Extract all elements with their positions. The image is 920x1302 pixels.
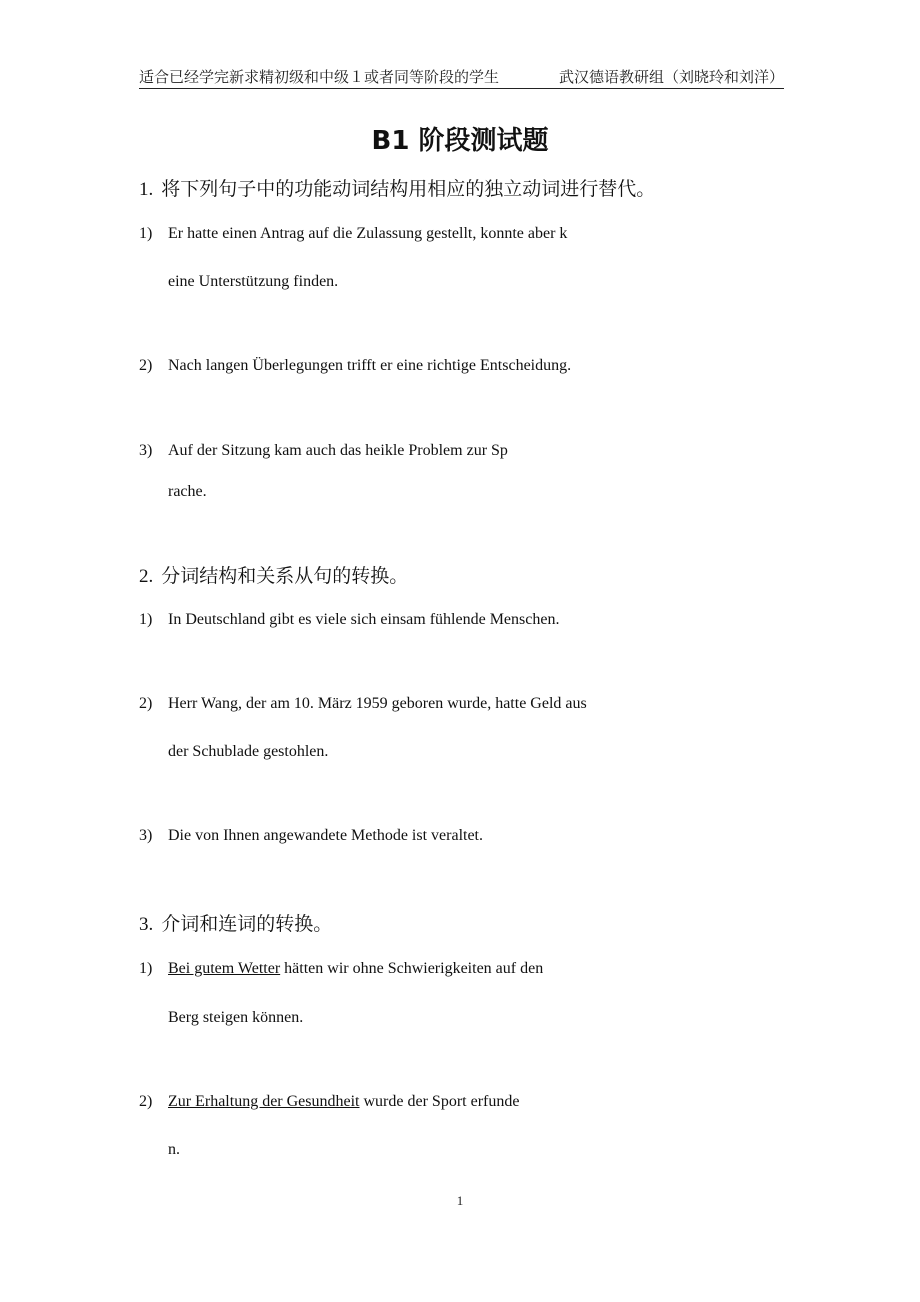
item-number: 1) bbox=[139, 611, 153, 628]
section-number: 1. bbox=[139, 179, 154, 200]
section-3-heading bbox=[139, 909, 332, 936]
item-line: Herr Wang, der am 10. März 1959 geboren wurde, hatte Geld aus bbox=[168, 695, 587, 712]
item-line bbox=[168, 1093, 519, 1111]
section-number: 3. bbox=[139, 914, 154, 935]
section-title: 将下列句子中的功能动词结构用相应的独立动词进行替代。 bbox=[161, 178, 656, 200]
section-number: 2. bbox=[139, 566, 154, 587]
item-line: rache. bbox=[168, 483, 207, 500]
item-number: 1) bbox=[139, 225, 153, 242]
section-title: 介词和连词的转换。 bbox=[161, 913, 333, 935]
section-2-heading bbox=[139, 561, 408, 588]
item-number: 3) bbox=[139, 827, 153, 844]
item-text: hätten wir ohne Schwierigkeiten auf den bbox=[280, 960, 544, 977]
item-number: 3) bbox=[139, 442, 153, 459]
item-line: In Deutschland gibt es viele sich einsam fühlende Menschen. bbox=[168, 611, 560, 628]
header-left-text: 适合已经学完新求精初级和中级１或者同等阶段的学生 bbox=[139, 70, 500, 86]
page-title: B1 阶段测试题 bbox=[371, 126, 549, 156]
item-line: Berg steigen können. bbox=[168, 1009, 304, 1026]
item-line: n. bbox=[168, 1141, 180, 1158]
underlined-phrase: Zur Erhaltung der Gesundheit bbox=[168, 1093, 360, 1110]
item-number: 2) bbox=[139, 357, 153, 374]
item-number: 2) bbox=[139, 1093, 153, 1110]
page-header bbox=[139, 64, 784, 89]
section-1-heading bbox=[139, 174, 655, 201]
item-line bbox=[168, 960, 543, 978]
item-line: Nach langen Überlegungen trifft er eine richtige Entscheidung. bbox=[168, 357, 572, 374]
item-line: eine Unterstützung finden. bbox=[168, 273, 339, 290]
underlined-phrase: Bei gutem Wetter bbox=[168, 960, 281, 977]
item-number: 1) bbox=[139, 960, 153, 977]
item-line: Auf der Sitzung kam auch das heikle Problem zur Sp bbox=[168, 442, 508, 459]
item-line: Die von Ihnen angewandete Methode ist veraltet. bbox=[168, 827, 483, 844]
header-right-text: 武汉德语教研组（刘晓玲和刘洋） bbox=[558, 70, 784, 86]
item-line: Er hatte einen Antrag auf die Zulassung gestellt, konnte aber k bbox=[168, 225, 568, 242]
item-number: 2) bbox=[139, 695, 153, 712]
section-title: 分词结构和关系从句的转换。 bbox=[161, 565, 409, 587]
item-text: wurde der Sport erfunde bbox=[359, 1093, 520, 1110]
item-line: der Schublade gestohlen. bbox=[168, 743, 329, 760]
page-number: 1 bbox=[456, 1193, 464, 1208]
